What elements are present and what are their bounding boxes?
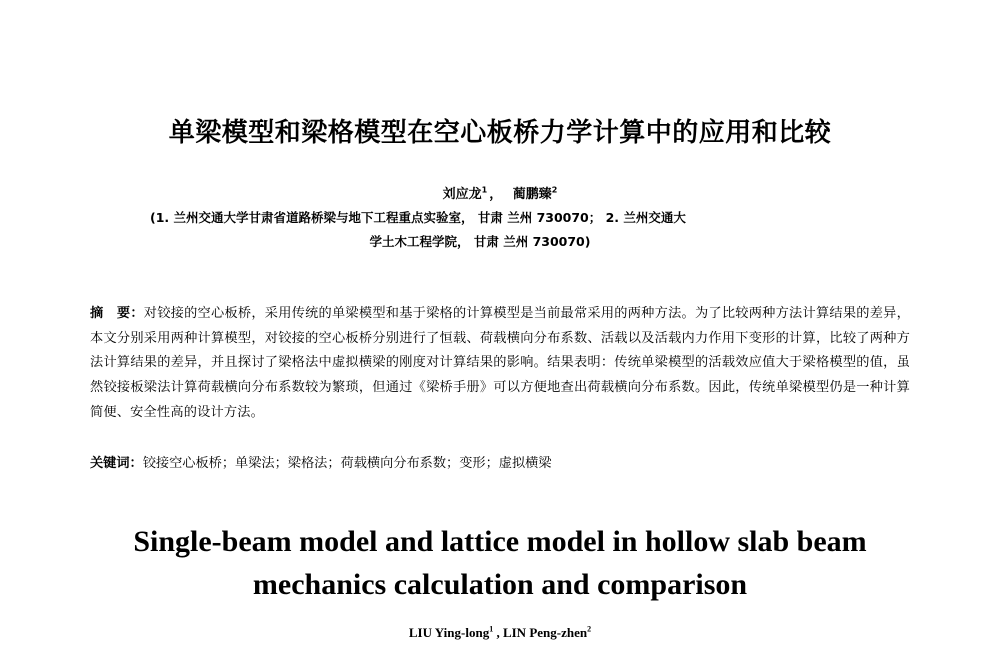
author-1-name: 刘应龙 <box>442 187 482 202</box>
english-title <box>0 520 1000 606</box>
keywords-label: 关键词： <box>90 456 143 471</box>
affiliation-line-1: (1. 兰州交通大学甘肃省道路桥梁与地下工程重点实验室， 甘肃 兰州 730070； 2. 兰州交通大 <box>150 210 686 225</box>
chinese-title: 单梁模型和梁格模型在空心板桥力学计算中的应用和比较 <box>168 118 832 148</box>
author-separator: ， <box>489 187 503 202</box>
en-author-2-name: LIN Peng-zhen <box>502 625 588 640</box>
chinese-abstract <box>90 302 910 426</box>
affiliation-line-2: 学土木工程学院， 甘肃 兰州 730070) <box>369 234 591 249</box>
en-author-separator: , <box>493 625 503 640</box>
author-2-affil-mark: 2 <box>551 185 558 195</box>
author-2-name: 蔺鹏臻 <box>512 187 552 202</box>
chinese-keywords <box>90 452 910 476</box>
english-title-line-1: Single-beam model and lattice model in hollow slab beam <box>133 525 867 558</box>
keywords-text: 铰接空心板桥；单梁法；梁格法；荷载横向分布系数；变形；虚拟横梁 <box>142 456 552 471</box>
english-title-line-2: mechanics calculation and comparison <box>252 568 748 601</box>
english-authors <box>0 625 1000 641</box>
en-author-2-affil-mark: 2 <box>587 624 592 634</box>
en-author-1-name: LIU Ying-long <box>408 625 490 640</box>
abstract-text: 对铰接的空心板桥，采用传统的单梁模型和基于梁格的计算模型是当前最常采用的两种方法。为了比较两种方法计算结果的差异，本文分别采用两种计算模型，对铰接的空心板桥分别进行了恒载、荷载横向分布系数、活载以及活载内力作用下变形的计算，比较了两种方法计算结果的差异，并且探讨了梁格法中虚拟横梁的刚度对计算结果的影响。结果表明：传统单梁模型的活载效应值大于梁格模型的值，虽然铰接板梁法计算荷载横向分布系数较为繁琐，但通过《梁桥手册》可以方便地查出荷载横向分布系数。因此，传统单梁模型仍是一种计算简便、安全性高的设计方法。 <box>90 306 910 420</box>
author-1-affil-mark: 1 <box>481 185 488 195</box>
abstract-label: 摘 要： <box>90 306 144 321</box>
en-author-1-affil-mark: 1 <box>489 624 494 634</box>
chinese-affiliation <box>150 206 850 254</box>
chinese-authors <box>0 183 1000 202</box>
